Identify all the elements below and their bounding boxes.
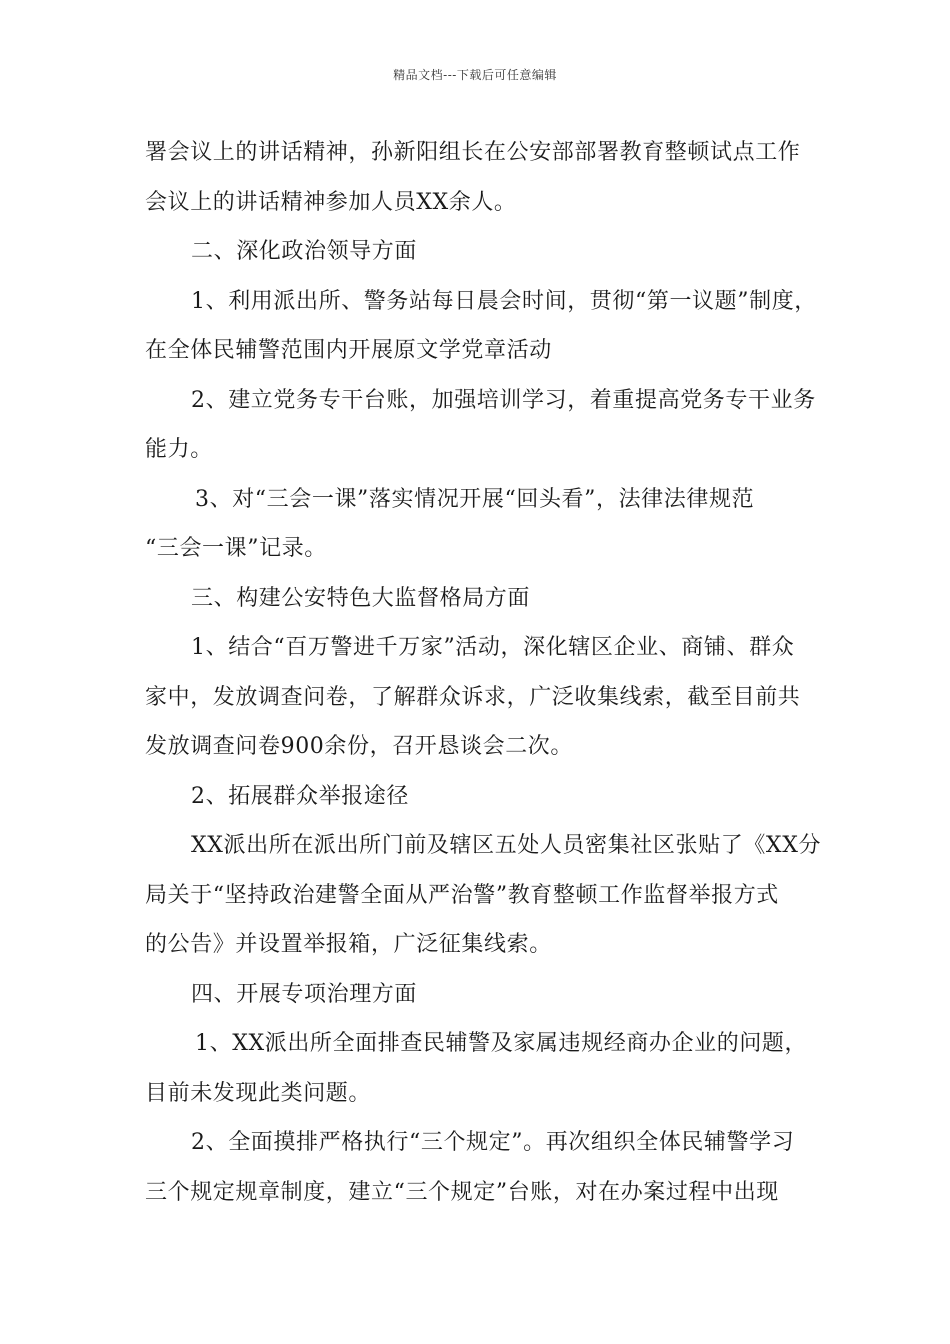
page-header: 精品文档---下载后可任意编辑 — [393, 68, 557, 82]
text-line: 目前未发现此类问题。 — [145, 1080, 372, 1106]
text-line: “三会一课”记录。 — [145, 536, 327, 561]
text-line: 发放调查问卷900余份，召开恳谈会二次。 — [145, 734, 573, 759]
text-line: 1、结合“百万警进千万家”活动，深化辖区企业、商铺、群众 — [191, 635, 795, 660]
text-line: XX派出所在派出所门前及辖区五处人员密集社区张贴了《XX分 — [191, 833, 822, 858]
text-line: 1、利用派出所、警务站每日晨会时间，贯彻“第一议题”制度， — [191, 288, 817, 314]
text-line: 2、建立党务专干台账，加强培训学习，着重提高党务专干业务 — [191, 387, 816, 413]
document-body — [145, 128, 822, 1217]
text-line: 家中，发放调查问卷，了解群众诉求，广泛收集线索，截至目前共 — [145, 684, 801, 710]
text-line: 三个规定规章制度，建立“三个规定”台账，对在办案过程中出现 — [145, 1179, 779, 1205]
text-line: 能力。 — [145, 437, 213, 462]
text-line: 署会议上的讲话精神，孙新阳组长在公安部部署教育整顿试点工作 — [145, 140, 801, 165]
text-line: 会议上的讲话精神参加人员XX余人。 — [145, 189, 517, 215]
section-heading: 四、开展专项治理方面 — [191, 981, 418, 1007]
text-line: 的公告》并设置举报箱，广泛征集线索。 — [145, 932, 552, 957]
text-line: 在全体民辅警范围内开展原文学党章活动 — [145, 338, 552, 363]
text-line: 2、拓展群众举报途径 — [191, 783, 409, 809]
text-line: 1、XX派出所全面排查民辅警及家属违规经商办企业的问题， — [195, 1031, 808, 1056]
text-line: 2、全面摸排严格执行“三个规定”。再次组织全体民辅警学习 — [191, 1130, 795, 1155]
text-line: 局关于“坚持政治建警全面从严治警”教育整顿工作监督举报方式 — [145, 882, 779, 908]
section-heading: 二、深化政治领导方面 — [191, 239, 418, 264]
section-heading: 三、构建公安特色大监督格局方面 — [191, 585, 531, 611]
text-line: 3、对“三会一课”落实情况开展“回头看”，法律法律规范 — [195, 486, 755, 512]
